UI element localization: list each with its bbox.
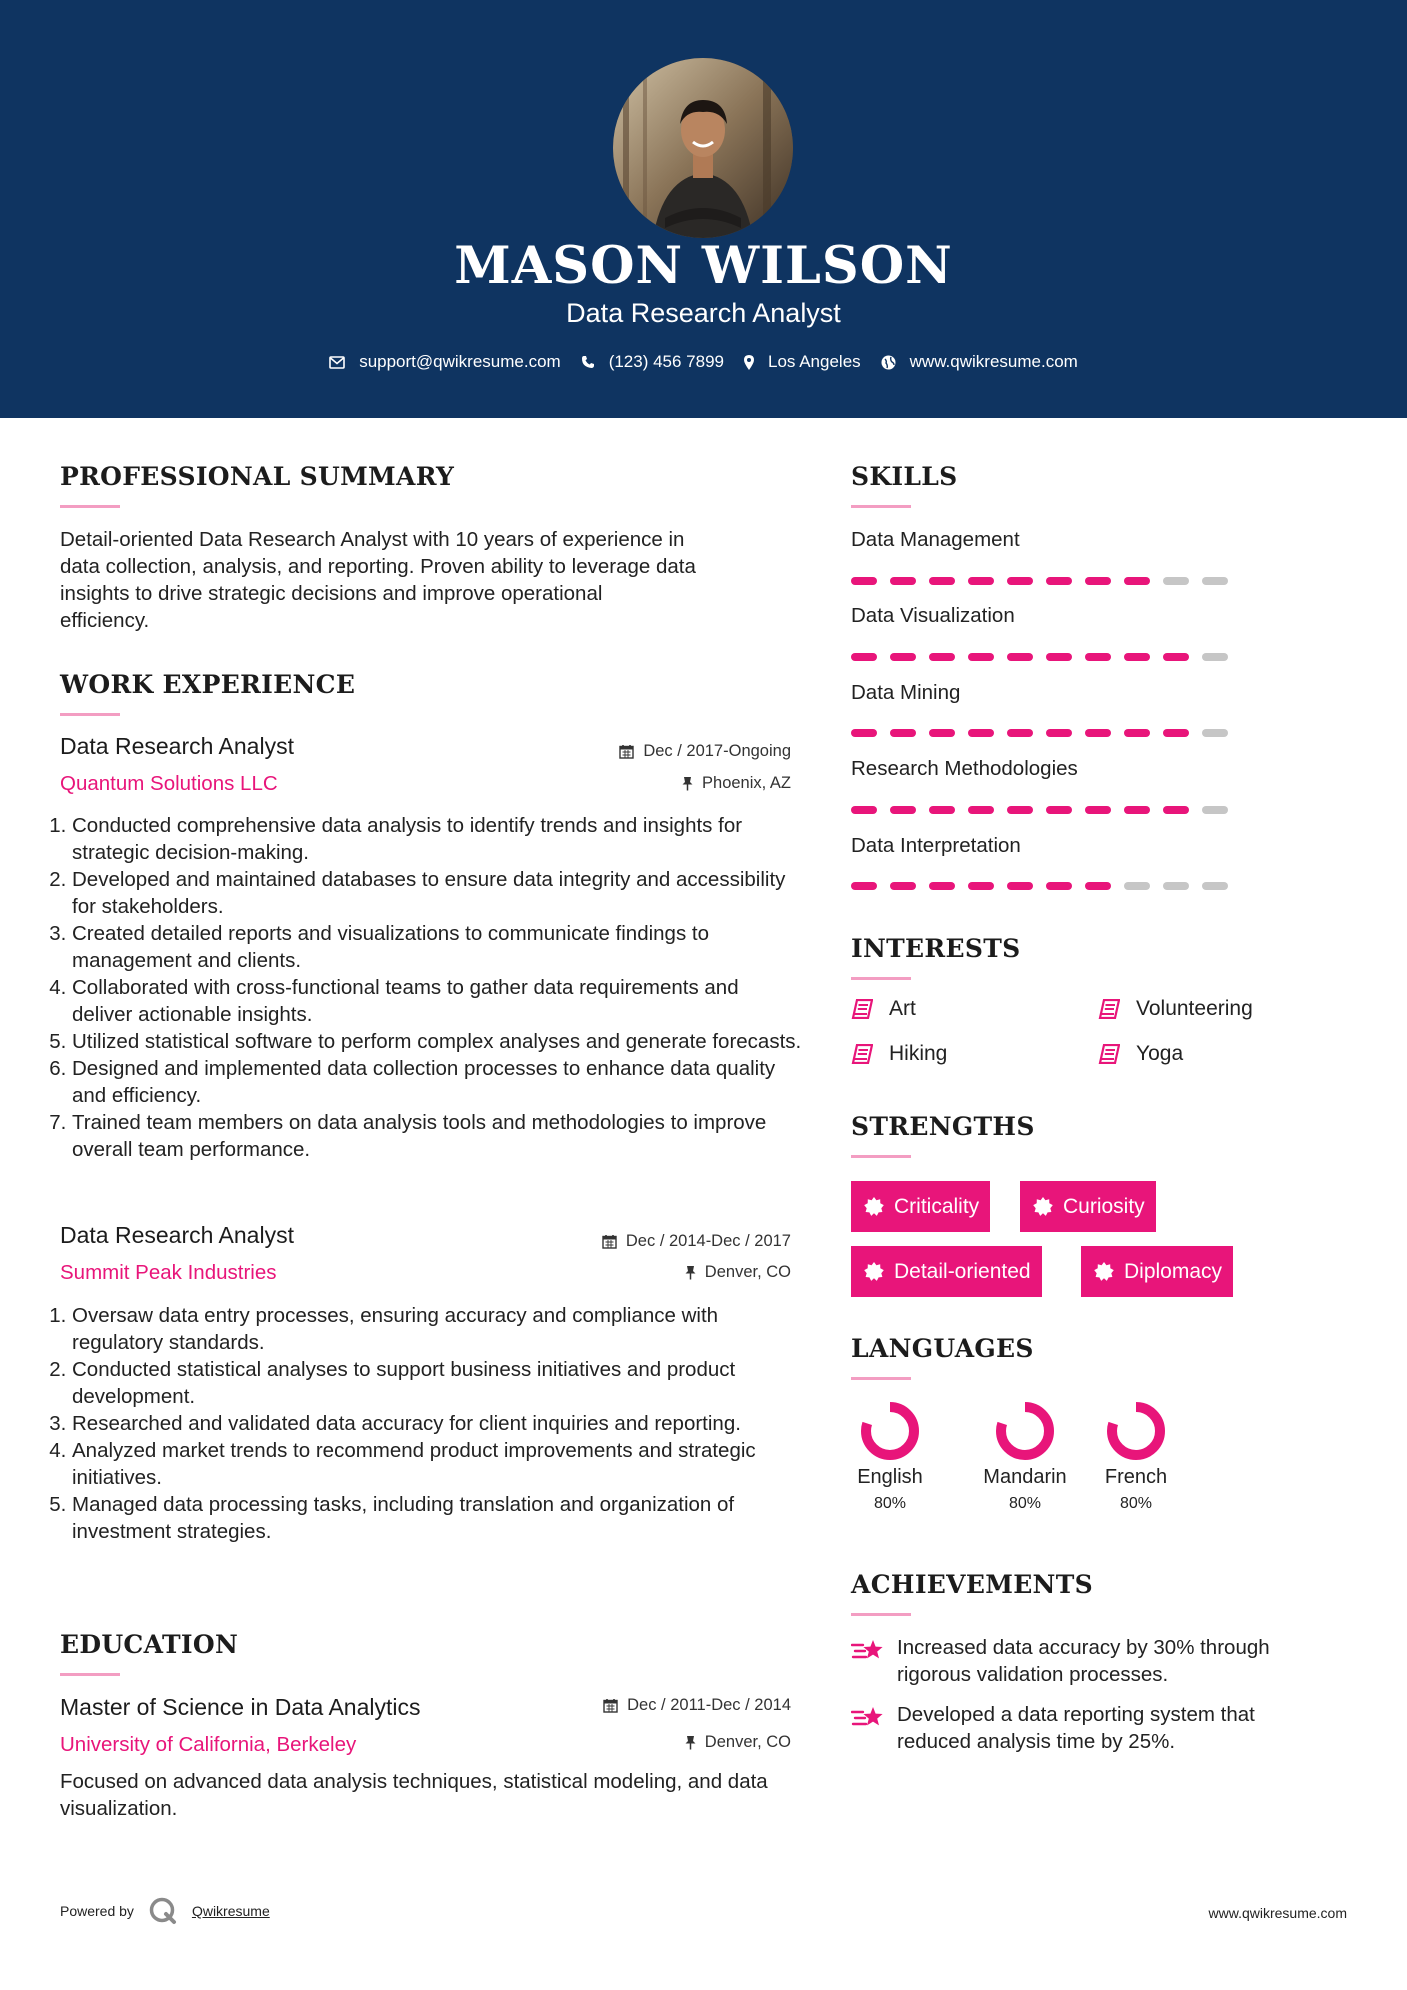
skill-dash-filled	[968, 882, 994, 890]
skill-dash-filled	[1163, 653, 1189, 661]
skill-dash-filled	[929, 653, 955, 661]
job-date	[619, 742, 791, 761]
achievement-text	[897, 1701, 1255, 1755]
achievement-text	[897, 1634, 1270, 1688]
language-ring	[859, 1400, 921, 1462]
skill-dash-filled	[1046, 729, 1072, 737]
globe-icon	[881, 355, 896, 370]
powered-by-label: Powered by	[60, 1903, 134, 1919]
achievement-line: Developed a data reporting system that	[897, 1703, 1255, 1726]
skill-dash-filled	[890, 729, 916, 737]
duty-item: 2. Conducted statistical analyses to support business initiatives and product development.	[72, 1356, 804, 1410]
badge-icon	[864, 1262, 884, 1282]
skill-dash-filled	[1007, 729, 1033, 737]
skill-label: Data Visualization	[851, 604, 1015, 627]
skill-dash-filled	[968, 729, 994, 737]
education-description: Focused on advanced data analysis techniques, statistical modeling, and data visualization.	[60, 1770, 768, 1820]
skill-dash-filled	[1046, 806, 1072, 814]
candidate-role: Data Research Analyst	[566, 298, 841, 328]
skill-dash-empty	[1163, 882, 1189, 890]
skill-label: Data Interpretation	[851, 834, 1021, 857]
skill-dash-filled	[1085, 729, 1111, 737]
duty-item: 1. Oversaw data entry processes, ensuring accuracy and compliance with regulatory standards.	[72, 1302, 804, 1356]
skill-dash-filled	[1046, 577, 1072, 585]
interests-underline	[851, 977, 911, 980]
language-item	[835, 1400, 945, 1513]
skill-dash-filled	[890, 882, 916, 890]
skill-dash-filled	[968, 806, 994, 814]
interest-label: Hiking	[889, 1042, 948, 1065]
strength-label: Detail-oriented	[894, 1259, 1031, 1283]
language-ring-arc	[1001, 1407, 1049, 1455]
skill-dash-empty	[1163, 577, 1189, 585]
book-icon	[1098, 999, 1120, 1019]
achievement-item	[851, 1634, 1351, 1688]
resume-header	[0, 0, 1407, 418]
interest-item	[1098, 997, 1253, 1021]
school-name: University of California, Berkeley	[60, 1733, 357, 1756]
language-ring	[994, 1400, 1056, 1462]
skill-dash-filled	[1124, 806, 1150, 814]
interest-label: Yoga	[1136, 1042, 1184, 1065]
skills-underline	[851, 505, 911, 508]
education-underline	[60, 1673, 120, 1676]
profile-photo	[613, 58, 793, 238]
contact-website-text: www.qwikresume.com	[909, 352, 1078, 371]
skill-dash-filled	[1007, 806, 1033, 814]
achievements-heading: ACHIEVEMENTS	[851, 1570, 1093, 1599]
language-level: 80%	[1008, 1495, 1042, 1512]
skill-dash-filled	[1046, 653, 1072, 661]
contact-location-text: Los Angeles	[768, 352, 861, 371]
skill-bar	[851, 577, 1241, 585]
achievement-line: Increased data accuracy by 30% through	[897, 1636, 1270, 1659]
education-date-text: Dec / 2011-Dec / 2014	[627, 1696, 791, 1714]
footer-powered-by	[60, 1896, 270, 1926]
pushpin-icon	[685, 1265, 696, 1280]
language-name: English	[857, 1466, 923, 1488]
skill-dash-filled	[1163, 729, 1189, 737]
skill-dash-filled	[968, 577, 994, 585]
shooting-star-icon	[851, 1705, 885, 1731]
calendar-icon	[603, 1698, 618, 1713]
languages-underline	[851, 1377, 911, 1380]
strength-tag	[851, 1181, 990, 1232]
skill-dash-empty	[1202, 577, 1228, 585]
job-date-text: Dec / 2014-Dec / 2017	[625, 1232, 791, 1250]
languages-heading: LANGUAGES	[851, 1334, 1034, 1363]
qwikresume-logo-icon	[148, 1896, 178, 1926]
footer-website[interactable]: www.qwikresume.com	[1208, 1905, 1347, 1921]
summary-line: insights to drive strategic decisions and improve operational	[60, 582, 603, 605]
job-company: Summit Peak Industries	[60, 1261, 277, 1284]
book-icon	[851, 1044, 873, 1064]
skill-bar	[851, 806, 1241, 814]
brand-link[interactable]: Qwikresume	[191, 1903, 270, 1919]
duty-item: 4. Analyzed market trends to recommend product improvements and strategic initiatives.	[72, 1437, 804, 1491]
experience-heading: WORK EXPERIENCE	[60, 670, 356, 699]
contact-location	[744, 352, 861, 372]
skill-dash-filled	[929, 882, 955, 890]
strength-label: Diplomacy	[1124, 1259, 1223, 1283]
duty-item: 5. Utilized statistical software to perform complex analyses and generate forecasts.	[72, 1028, 804, 1055]
duty-item: 3. Researched and validated data accuracy for client inquiries and reporting.	[72, 1410, 804, 1437]
language-ring-arc	[866, 1407, 914, 1455]
degree-title: Master of Science in Data Analytics	[60, 1694, 421, 1720]
duty-item: 1. Conducted comprehensive data analysis to identify trends and insights for strategic decision-making.	[72, 812, 804, 866]
skill-dash-filled	[851, 806, 877, 814]
skill-dash-empty	[1202, 806, 1228, 814]
strength-label: Criticality	[894, 1194, 980, 1218]
job-location-text: Denver, CO	[704, 1263, 791, 1281]
language-level: 80%	[873, 1495, 907, 1512]
duty-item: 6. Designed and implemented data collection processes to enhance data quality and efficiency.	[72, 1055, 804, 1109]
summary-heading: PROFESSIONAL SUMMARY	[60, 462, 455, 491]
skill-dash-filled	[929, 806, 955, 814]
interest-item	[1098, 1042, 1183, 1066]
skill-bar	[851, 653, 1241, 661]
skill-bar	[851, 882, 1241, 890]
pushpin-icon	[685, 1735, 696, 1750]
candidate-name: MASON WILSON	[454, 236, 953, 296]
skill-dash-filled	[929, 577, 955, 585]
interest-label: Volunteering	[1136, 997, 1253, 1020]
badge-icon	[864, 1197, 884, 1217]
calendar-icon	[602, 1234, 617, 1249]
book-icon	[1098, 1044, 1120, 1064]
skill-label: Research Methodologies	[851, 757, 1078, 780]
skill-dash-filled	[1124, 729, 1150, 737]
language-ring	[1105, 1400, 1167, 1462]
skill-dash-filled	[968, 653, 994, 661]
contact-bar	[0, 352, 1407, 372]
skill-dash-filled	[1007, 882, 1033, 890]
job-duties-list	[54, 812, 804, 1163]
skill-bar	[851, 729, 1241, 737]
skill-dash-filled	[890, 806, 916, 814]
job-location	[685, 1263, 791, 1282]
duty-item: 3. Created detailed reports and visualizations to communicate findings to management and clients.	[72, 920, 804, 974]
skills-heading: SKILLS	[851, 462, 958, 491]
summary-line: Detail-oriented Data Research Analyst with 10 years of experience in	[60, 528, 685, 551]
skill-dash-filled	[1124, 577, 1150, 585]
job-title: Data Research Analyst	[60, 733, 294, 759]
phone-icon	[581, 355, 595, 369]
skill-dash-filled	[890, 653, 916, 661]
education-location-text: Denver, CO	[704, 1733, 791, 1751]
skill-dash-filled	[890, 577, 916, 585]
skill-dash-filled	[851, 577, 877, 585]
experience-underline	[60, 713, 120, 716]
skill-dash-empty	[1202, 729, 1228, 737]
job-date	[602, 1232, 791, 1251]
skill-dash-filled	[1124, 653, 1150, 661]
badge-icon	[1033, 1197, 1053, 1217]
summary-underline	[60, 505, 120, 508]
skill-dash-filled	[851, 653, 877, 661]
education-date	[603, 1696, 791, 1715]
duty-item: 4. Collaborated with cross-functional teams to gather data requirements and deliver actionable insights.	[72, 974, 804, 1028]
contact-phone[interactable]	[581, 352, 724, 372]
strengths-underline	[851, 1155, 911, 1158]
achievement-line: reduced analysis time by 25%.	[897, 1730, 1176, 1753]
contact-email-text: support@qwikresume.com	[359, 352, 561, 371]
achievements-underline	[851, 1613, 911, 1616]
skill-dash-filled	[1163, 806, 1189, 814]
skill-label: Data Mining	[851, 681, 961, 704]
summary-line: efficiency.	[60, 609, 150, 632]
strength-tag	[1020, 1181, 1156, 1232]
contact-website[interactable]	[881, 352, 1078, 372]
calendar-icon	[619, 744, 634, 759]
skill-dash-filled	[851, 729, 877, 737]
skill-dash-filled	[1007, 653, 1033, 661]
skill-dash-filled	[851, 882, 877, 890]
achievement-line: rigorous validation processes.	[897, 1663, 1169, 1686]
duty-item: 5. Managed data processing tasks, including translation and organization of investment strategies.	[72, 1491, 804, 1545]
summary-text	[60, 526, 800, 634]
map-pin-icon	[744, 355, 754, 370]
job-duties-list	[54, 1302, 804, 1545]
skill-dash-filled	[1046, 882, 1072, 890]
job-date-text: Dec / 2017-Ongoing	[643, 742, 791, 760]
language-name: French	[1104, 1466, 1168, 1488]
language-level: 80%	[1119, 1495, 1153, 1512]
skill-dash-filled	[1085, 882, 1111, 890]
book-icon	[851, 999, 873, 1019]
job-title: Data Research Analyst	[60, 1222, 294, 1248]
skill-dash-empty	[1202, 653, 1228, 661]
envelope-icon	[329, 356, 345, 369]
job-company: Quantum Solutions LLC	[60, 772, 278, 795]
interest-item	[851, 997, 916, 1021]
summary-line: data collection, analysis, and reporting. Proven ability to leverage data	[60, 555, 696, 578]
education-heading: EDUCATION	[60, 1630, 239, 1659]
strengths-heading: STRENGTHS	[851, 1112, 1035, 1141]
duty-item: 2. Developed and maintained databases to ensure data integrity and accessibility for stakeholders.	[72, 866, 804, 920]
shooting-star-icon	[851, 1638, 885, 1664]
pushpin-icon	[682, 776, 693, 791]
skill-dash-filled	[1085, 653, 1111, 661]
skill-label: Data Management	[851, 528, 1020, 551]
language-item	[970, 1400, 1080, 1513]
language-ring-arc	[1112, 1407, 1160, 1455]
skill-dash-filled	[1007, 577, 1033, 585]
skill-dash-empty	[1124, 882, 1150, 890]
skill-dash-empty	[1202, 882, 1228, 890]
contact-email[interactable]	[329, 352, 561, 372]
duty-item: 7. Trained team members on data analysis tools and methodologies to improve overall team performance.	[72, 1109, 804, 1163]
contact-phone-text: (123) 456 7899	[608, 352, 725, 371]
job-location-text: Phoenix, AZ	[702, 774, 791, 792]
skill-dash-filled	[1085, 806, 1111, 814]
language-name: Mandarin	[983, 1466, 1067, 1488]
language-item	[1081, 1400, 1191, 1513]
achievement-item	[851, 1701, 1351, 1755]
interests-heading: INTERESTS	[851, 934, 1021, 963]
skill-dash-filled	[929, 729, 955, 737]
strength-tag	[851, 1246, 1042, 1297]
strength-label: Curiosity	[1063, 1194, 1145, 1218]
interest-label: Art	[889, 997, 916, 1020]
interest-item	[851, 1042, 947, 1066]
skill-dash-filled	[1085, 577, 1111, 585]
badge-icon	[1094, 1262, 1114, 1282]
strength-tag	[1081, 1246, 1233, 1297]
job-location	[682, 774, 791, 793]
education-location	[685, 1733, 791, 1752]
